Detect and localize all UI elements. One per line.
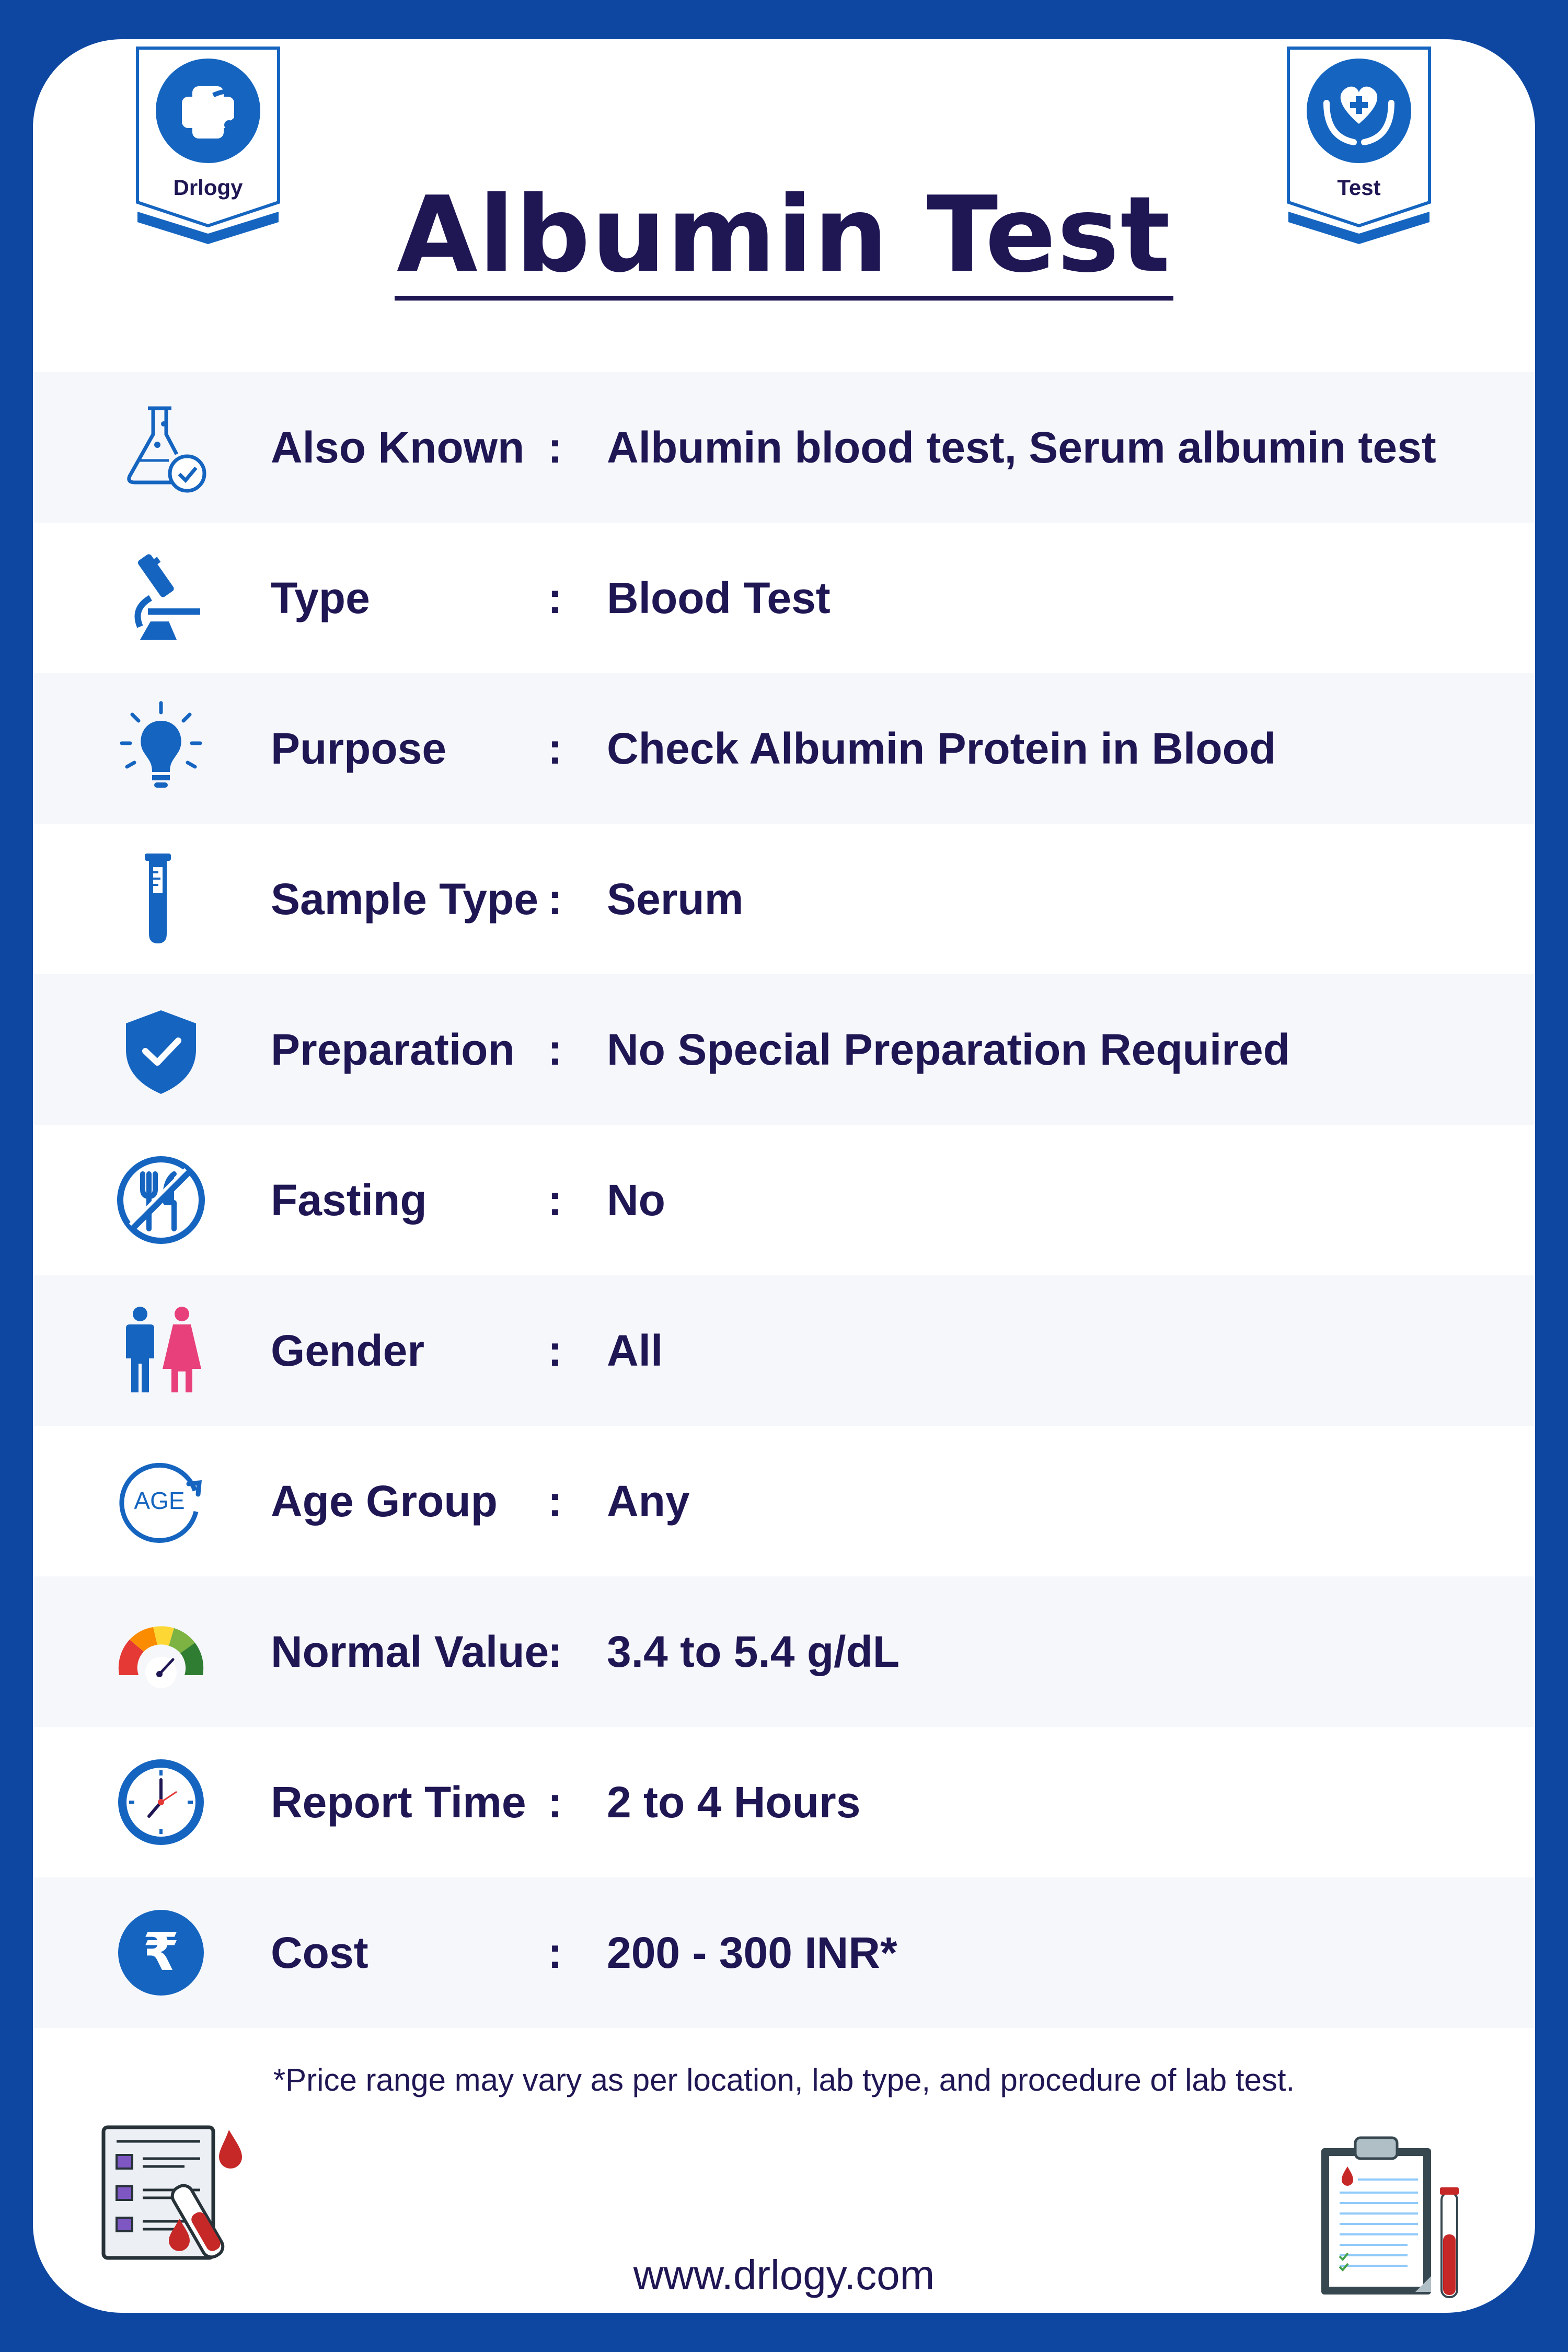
badge-left-label: Drlogy (173, 175, 243, 200)
no-food-icon (111, 1150, 211, 1250)
info-card (33, 39, 1535, 2313)
info-table (33, 372, 1535, 2028)
male-female-icon (111, 1301, 211, 1400)
test-tube-icon (111, 849, 211, 949)
row-value: No (607, 1175, 665, 1225)
table-row (33, 523, 1535, 673)
table-row (33, 824, 1535, 974)
microscope-icon (111, 548, 211, 648)
age-icon (111, 1451, 211, 1551)
report-blood-illustration (101, 2125, 289, 2261)
table-row (33, 1877, 1535, 2028)
table-row (33, 1426, 1535, 1576)
row-value: 3.4 to 5.4 g/dL (607, 1627, 900, 1676)
row-label: Also Known (271, 423, 525, 472)
row-label: Type (271, 573, 370, 622)
table-row (33, 1275, 1535, 1426)
gauge-icon (111, 1602, 211, 1701)
row-separator: : (548, 1175, 562, 1225)
row-value: Any (607, 1477, 690, 1526)
row-separator: : (548, 874, 562, 924)
age-icon-text: AGE (134, 1487, 185, 1514)
row-value: All (607, 1326, 663, 1375)
row-separator: : (548, 724, 562, 773)
row-label: Age Group (271, 1477, 498, 1526)
row-separator: : (548, 423, 562, 472)
lightbulb-icon (111, 699, 211, 798)
clock-icon (111, 1753, 211, 1852)
row-separator: : (548, 1025, 562, 1074)
row-label: Cost (271, 1928, 368, 1977)
row-value: 2 to 4 Hours (607, 1778, 861, 1827)
row-label: Fasting (271, 1175, 427, 1225)
row-separator: : (548, 573, 562, 622)
row-value: No Special Preparation Required (607, 1025, 1290, 1074)
row-label: Normal Value (271, 1627, 549, 1676)
row-separator: : (548, 1627, 562, 1676)
row-label: Purpose (271, 724, 447, 773)
row-separator: : (548, 1326, 562, 1375)
table-row (33, 974, 1535, 1125)
clipboard-blood-illustration (1319, 2135, 1470, 2302)
table-row (33, 1125, 1535, 1275)
row-value: 200 - 300 INR* (607, 1928, 897, 1977)
row-value: Albumin blood test, Serum albumin test (607, 423, 1436, 472)
row-value: Serum (607, 874, 744, 924)
shield-check-icon (111, 1000, 211, 1099)
row-value: Check Albumin Protein in Blood (607, 724, 1276, 773)
row-separator: : (548, 1778, 562, 1827)
row-separator: : (548, 1928, 562, 1977)
badge-right-label: Test (1337, 175, 1381, 200)
table-row (33, 673, 1535, 824)
table-row (33, 372, 1535, 523)
price-footnote: *Price range may vary as per location, lab type, and procedure of lab test. (273, 2062, 1295, 2097)
rupee-symbol: ₹ (143, 1921, 179, 1982)
table-row (33, 1576, 1535, 1727)
table-row (33, 1727, 1535, 1877)
rupee-icon (111, 1903, 211, 2002)
row-value: Blood Test (607, 573, 831, 622)
row-separator: : (548, 1477, 562, 1526)
page-title: Albumin Test (33, 174, 1535, 296)
row-label: Sample Type (271, 874, 538, 924)
row-label: Report Time (271, 1778, 526, 1827)
row-label: Gender (271, 1326, 425, 1375)
website-link[interactable]: www.drlogy.com (633, 2252, 935, 2298)
row-label: Preparation (271, 1025, 515, 1074)
flask-check-icon (111, 398, 211, 497)
